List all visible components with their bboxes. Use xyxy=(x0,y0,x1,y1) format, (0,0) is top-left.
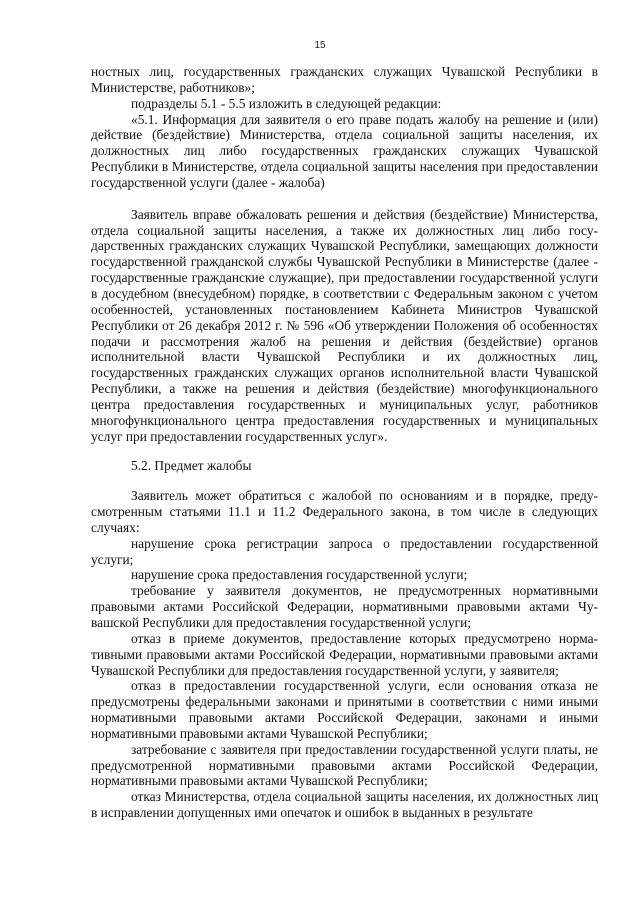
page-number: 15 xyxy=(314,40,326,51)
list-item-correction-refusal: отказ Министерства, отдела социальной защиты населения, их должностных лиц в исправлении допущенных ими опечаток и ошибок в выданных в результате xyxy=(91,789,598,821)
paragraph-amendment-intro: подразделы 5.1 - 5.5 изложить в следующей редакции: xyxy=(131,95,442,111)
list-item-unlawful-fee: затребование с заявителя при предоставлении государственной услуги платы, не предусмотренной нормативными правовыми актами Российской Федерации, нормативными правовыми актами Чувашской Республики; xyxy=(91,741,598,789)
paragraph-continuation: ностных лиц, государственных гражданских служащих Чувашской Республики в Министерстве, работников»; xyxy=(91,64,598,95)
list-item-service-delay: нарушение срока предоставления государственной услуги; xyxy=(131,567,468,583)
paragraph-section-5-1-heading: «5.1. Информация для заявителя о его праве подать жалобу на решение и (или) действие (бездействие) Министерства, отдела социальной защиты населения, их должностных лиц либо государственных гражданских служащих Чувашской Республики в Министерстве, отдела социальной защиты населения при предоставлении государственной услуги (далее - жалоба) xyxy=(91,111,598,190)
list-item-service-refusal: отказ в предоставлении государственной услуги, если основания отказа не предусмотрены федеральными законами и принятыми в соответствии с ними иными нормативными правовыми актами Российской Федерации, законами и иными нормативными правовыми актами Чувашской Республики; xyxy=(91,678,598,741)
paragraph-appeal-grounds: Заявитель может обратиться с жалобой по основаниям и в порядке, предусмотренным статьями 11.1 и 11.2 Федерального закона, в том числе в следующих случаях: xyxy=(91,488,598,535)
paragraph-section-5-2-heading: 5.2. Предмет жалобы xyxy=(131,458,252,474)
paragraph-appeal-right: Заявитель вправе обжаловать решения и действия (бездействие) Министерства, отдела социальной защиты населения, а также их должностных лиц либо государственных гражданских служащих Чувашской Республики, замещающих должности государственной гражданской службы Чувашской Республики в Министерстве (далее - государственные гражданские служащие), при предоставлении государственной услуги в досудебном (внесудебном) порядке, в соответствии с Федеральным законом с учетом особенностей, установленных постановлением Кабинета Министров Чувашской Республики от 26 декабря 2012 г. № 596 «Об утверждении Положения об особенностях подачи и рассмотрения жалоб на решения и действия (бездействие) органов исполнительной власти Чувашской Республики и их должностных лиц, государственных гражданских служащих органов исполнительной власти Чувашской Республики, а также на решения и действия (бездействие) многофункционального центра предоставления государственных и муниципальных услуг, работников многофункционального центра предоставления государственных и муниципальных услуг при предоставлении государственных услуг». xyxy=(91,206,598,444)
list-item-extra-documents: требование у заявителя документов, не предусмотренных нормативными правовыми актами Российской Федерации, нормативными правовыми актами Чувашской Республики для предоставления государственной услуги; xyxy=(91,583,598,630)
list-item-document-refusal: отказ в приеме документов, предоставление которых предусмотрено нормативными правовыми актами Российской Федерации, нормативными правовыми актами Чувашской Республики для предоставления государственной услуги, у заявителя; xyxy=(91,630,598,678)
list-item-registration-delay: нарушение срока регистрации запроса о предоставлении государственной услуги; xyxy=(91,535,598,567)
document-body xyxy=(91,64,598,821)
